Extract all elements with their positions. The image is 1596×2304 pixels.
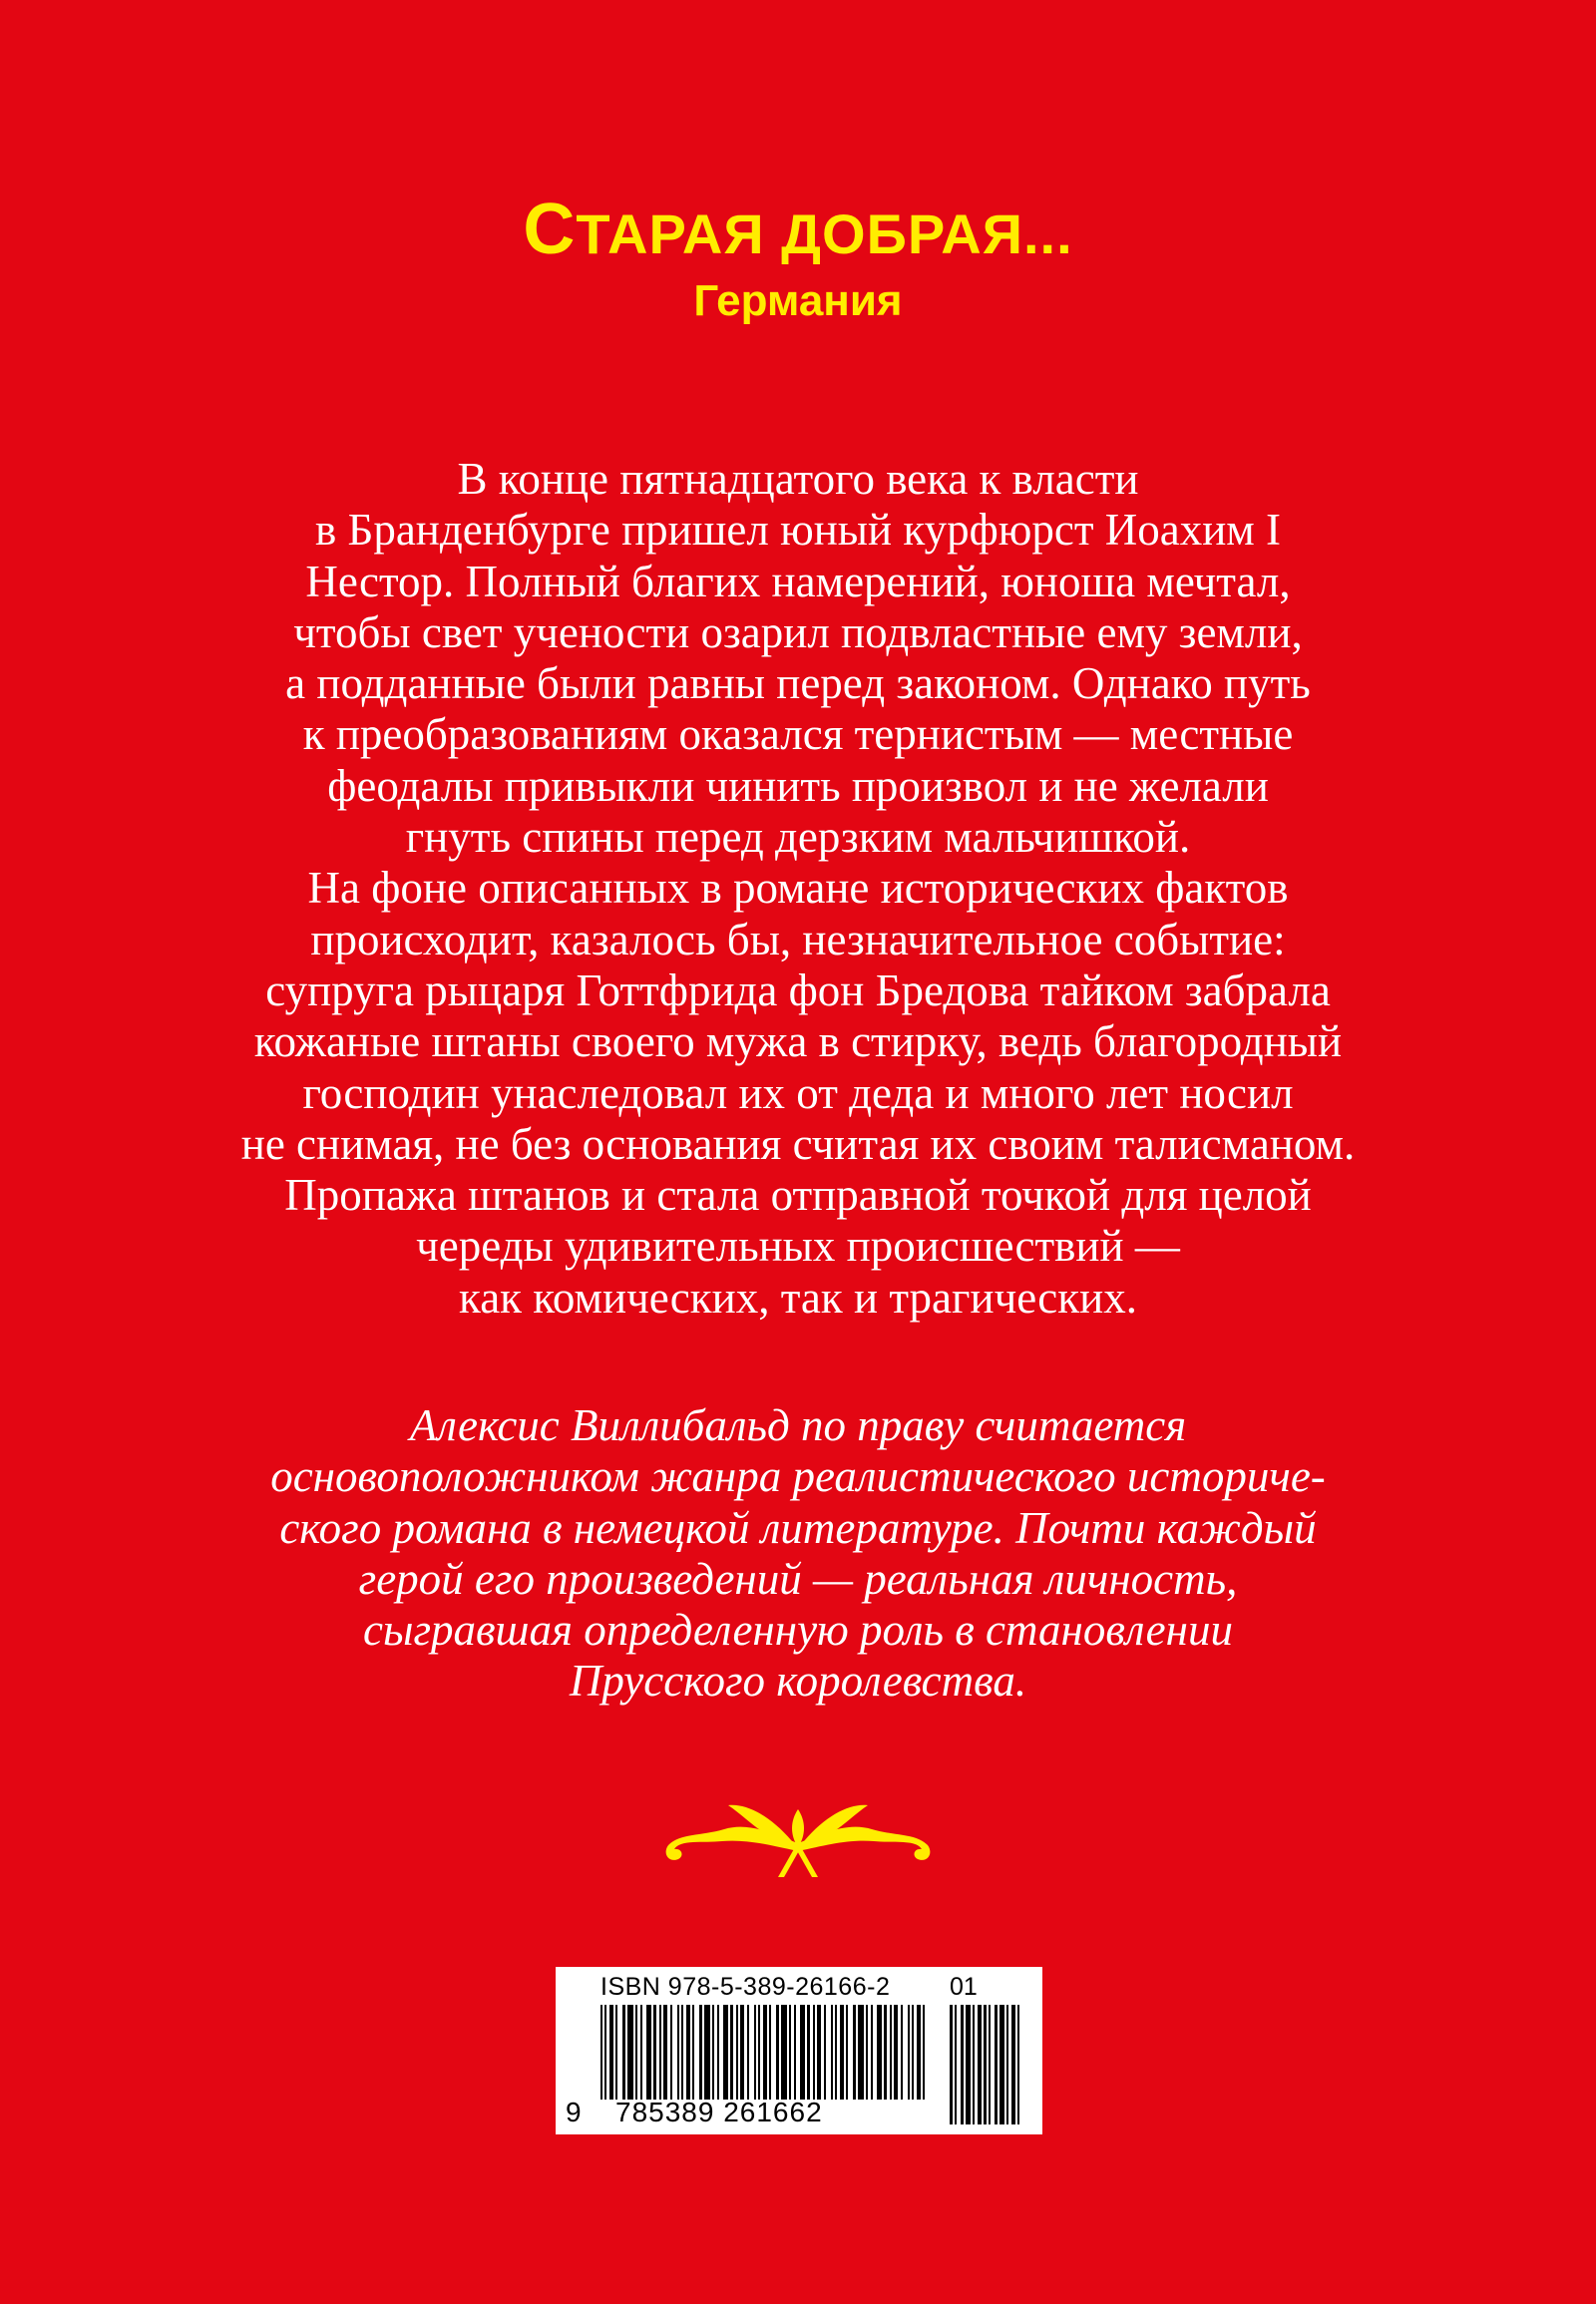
series-title-cap: С [523, 190, 577, 269]
annotation-line: не снимая, не без основания считая их своим талисманом. [240, 1118, 1356, 1169]
barcode-addon-bars [950, 2005, 1019, 2124]
annotation-line: В конце пятнадцатого века к власти [457, 454, 1139, 504]
annotation-line: супруга рыцаря Готтфрида фон Бредова тайком забрала [265, 964, 1331, 1015]
series-subtitle: Германия [693, 276, 903, 325]
annotation-text [150, 454, 1446, 1324]
annotation-line: как комических, так и трагических. [459, 1272, 1137, 1323]
barcode-addon-code: 01 [950, 1973, 978, 2001]
annotation-line: господин унаследовал их от деда и много лет носил [302, 1067, 1294, 1118]
isbn-text: ISBN 978-5-389-26166-2 [600, 1973, 891, 2001]
about-line: Алексис Виллибальд по праву считается [409, 1400, 1187, 1450]
annotation-line: чтобы свет учености озарил подвластные ему земли, [293, 606, 1303, 657]
about-line: герой его произведений — реальная личность, [358, 1553, 1238, 1604]
floral-ornament-icon [658, 1785, 938, 1885]
annotation-line: гнуть спины перед дерзким мальчишкой. [405, 812, 1191, 863]
barcode-digits: 785389 261662 [615, 2097, 823, 2127]
annotation-line: Пропажа штанов и стала отправной точкой для целой [284, 1170, 1312, 1221]
annotation-line: Нестор. Полный благих намерений, юноша мечтал, [305, 556, 1291, 606]
about-line: основоположником жанра реалистического историче- [270, 1451, 1326, 1502]
barcode-lead-digit: 9 [566, 2097, 582, 2127]
annotation-line: На фоне описанных в романе исторических фактов [307, 863, 1289, 914]
annotation-line: в Бранденбурге пришел юный курфюрст Иоахим I [314, 505, 1282, 556]
about-author-text [150, 1400, 1446, 1708]
barcode-bars [600, 2005, 930, 2100]
about-line: сыгравшая определенную роль в становлении [363, 1605, 1233, 1656]
annotation-line: кожаные штаны своего мужа в стирку, ведь благородный [253, 1016, 1343, 1067]
annotation-line: к преобразованиям оказался тернистым — местные [302, 709, 1294, 760]
isbn-barcode [556, 1967, 1042, 2134]
annotation-line: происходит, казалось бы, незначительное событие: [310, 914, 1286, 964]
about-line: ского романа в немецкой литературе. Почти каждый [279, 1502, 1317, 1553]
annotation-line: череды удивительных происшествий — [416, 1221, 1180, 1272]
annotation-line: феодалы привыкли чинить произвол и не желали [327, 760, 1269, 811]
series-title-rest: ТАРАЯ ДОБРАЯ... [576, 202, 1073, 265]
series-title [0, 190, 1596, 274]
annotation-line: а подданные были равны перед законом. Однако путь [285, 658, 1311, 709]
about-line: Прусского королевства. [569, 1656, 1027, 1707]
series-block [0, 190, 1596, 328]
